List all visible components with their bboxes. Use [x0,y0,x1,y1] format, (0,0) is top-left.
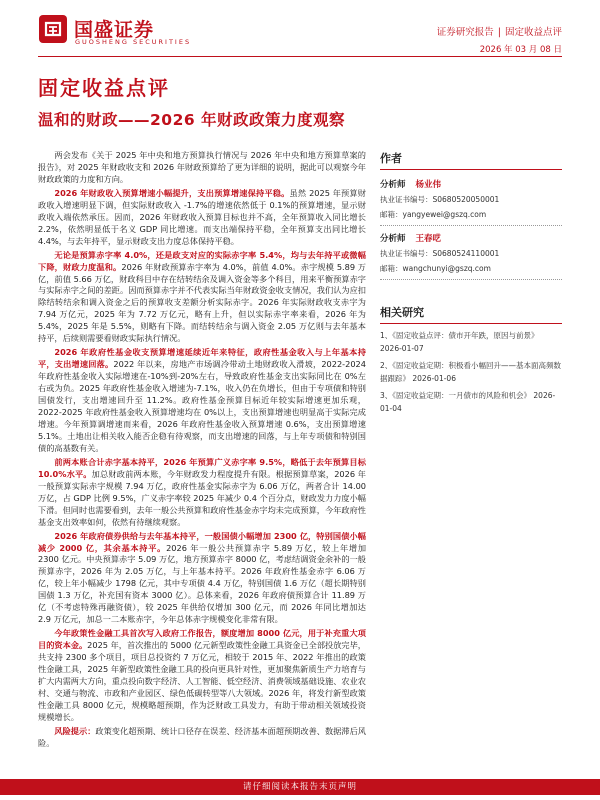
body-paragraph [38,347,366,455]
license-number: S0680520050001 [432,195,500,204]
analyst-email [380,261,562,276]
report-body [38,150,366,752]
analyst-license [380,192,562,207]
risk-warning [38,726,366,750]
analyst-email [380,207,562,222]
related-research-title: 相关研究 [380,304,562,324]
body-paragraph [38,250,366,346]
dotted-divider [380,279,562,280]
body-paragraph-intro [38,150,366,186]
paragraph-text: 政策变化超预期、统计口径存在误差、经济基本面超预期改善、数据滞后风险。 [38,725,366,748]
footer-disclaimer: 请仔细阅读本报告末页声明 [0,779,600,795]
email-label: 邮箱： [380,264,403,273]
category-title: 固定收益点评 [38,76,170,100]
header-divider: | [497,27,501,38]
analyst-role: 分析师 [380,180,406,190]
logo-text-en: GUOSHENG SECURITIES [75,38,192,46]
analyst-card [380,230,562,280]
guosheng-logo-icon [38,14,68,44]
report-category: 固定收益点评 [504,27,562,38]
paragraph-highlight: 今年政策性金融工具首次写入政府工作报告，额度增加 8000 亿元，用于补充重大项目的资本金。 [38,628,366,651]
paragraph-highlight: 风险提示： [54,725,96,736]
paragraph-text: 2025 年，首次推出的 5000 亿元新型政策性金融工具资金已全部投放完毕，共支持 2300 多个项目，项目总投资约 7 万亿元，相较于 2015 年、2022 年推出的政策性金融工具，2025 年新型政策性金融工具的投向更具针对性，更加聚焦新质生产力培育与扩大内需两大方向，重点投向数字经济、人工智能、低空经济、消费领域基础设施、农业农村、交通与物流、市政和产业园区、绿色低碳转型等八大领域。2026 年，将发行新型政策性金融工具 8000 亿元，规模略超预期，作为泛财政工具发力，有助于带动相关领域投资规模增长。 [38,640,366,722]
license-label: 执业证书编号： [380,249,433,258]
brand-logo [38,14,192,48]
analyst-role: 分析师 [380,234,406,244]
paragraph-highlight: 无论是预算赤字率 4.0%，还是政支对应的实际赤字率 5.4%，均与去年持平或微幅下降，财政力度温和。 [38,249,366,272]
header-rule [38,56,562,57]
analyst-card [380,176,562,226]
paragraph-highlight: 2026 年政府债券供给与去年基本持平，一般国债小幅增加 2300 亿，特别国债小幅减少 2000 亿，其余基本持平。 [38,530,366,553]
paragraph-highlight: 2026 年政府性基金收支预算增速延续近年来特征，政府性基金收入与上年基本持平，支出增速回落。 [38,347,366,370]
related-research-link[interactable]: 1、《固定收益点评：债市开年跌，原因与前景》 2026-01-07 [380,331,539,353]
related-research-link[interactable]: 3、《固定收益定期：一月债市的风险和机会》 2026-01-04 [380,391,556,413]
analyst-license [380,246,562,261]
analysts-title: 作者 [380,150,562,170]
paragraph-text: 加总财政前两本账，今年财政发力程度提升有限。根据预算草案，2026 年一般预算实际赤字规模 7.94 万亿，政府性基金实际赤字为 6.06 万亿，两者合计 14.00 万亿，占 GDP 比例 9.5%，广义赤字率较 2025 年减少 0.4 个百分点，财政发力力度小幅下滑。但同时也需要看到，去年一般公共预算和政府性基金赤字均未完成预算，今年政府性基金支出效率如何，依然有待继续观察。 [38,468,366,527]
paragraph-text: 两会发布《关于 2025 年中央和地方预算执行情况与 2026 年中央和地方预算草案的报告》，对 2025 年财政收支和 2026 年财政预算给了更为详细的说明，据此可以观察今年财政政策的力度和方向。 [38,150,366,184]
paragraph-text: 2026 年财政预算赤字率为 4.0%，前值 4.0%。赤字规模 5.89 万亿，前值 5.66 万亿，财政科目中存在结转结余及调入资金等多个科目，用来平衡预算赤字与实际赤字之间的差距。因而预算赤字并不代表实际当年财政资金收支情况，我们认为应扣除结转结余和调入资金之后的预算收支差额分析实际赤字。2026 年实际财政收支赤字为 7.94 万亿元，2025 年为 7.72 万亿元，略有上升，但以实际赤字率来看，2026 年为 5.4%，2025 年是 5.5%，则略有下降。而结转结余与调入资金 2.05 万亿则与去年基本持平，后续则需要看财政实际执行情况。 [38,261,366,344]
analyst-name-row [380,176,562,192]
report-date: 2026 年 03 月 08 日 [479,45,562,55]
logo-text-cn: 国盛证券 [74,19,155,41]
paragraph-text: 2022 年以来，房地产市场调冷带动土地财政收入滑坡，2022-2024 年政府性基金收入实际增速在-10%到-20%左右，导致政府性基金支出实际同比在 0%左右或为负。2025 年政府性基金收入增速为-7.1%，收入仍在负增长，但由于专项债和特别国债发行，支出增速回升至 11.2%。政府性基金预算目标近年较实际增速更加乐观，2022-2025 年政府性基金收入预算增速均在 0%以上，支出预算增速也明显高于实际完成增速。今年预算调增速而来看，2026 年政府性基金收入预算增速 0.6%，支出预算增速 5.1%。土地出让相关收入能否企稳有待观察，而支出增速的回落，与上年专项债和特别国债的高基数有关。 [38,359,366,453]
report-type: 证券研究报告 [436,27,494,38]
sidebar [380,150,562,420]
report-type-header [437,24,562,38]
analyst-name: 杨业伟 [415,180,442,190]
analyst-name: 王春呓 [415,234,442,244]
related-research-link[interactable]: 2、《固定收益定期：积极看小幅回升——基本面高频数据跟踪》 2026-01-06 [380,361,562,383]
license-label: 执业证书编号： [380,195,433,204]
paragraph-text: 虽然 2025 年预算财政收入增速明显下调，但实际财政收入 -1.7%的增速依然低于 0.1%的预算增速，显示财政收入端依然承压。因而，2026 年财政收入预算目标也并不高，全年预算收入同比增长 2.2%，依然明显低于名义 GDP 同比增速。而支出端保持平稳，全年预算支出同比增长 4.4%，与去年持平，显示财政支出力度总体保持平稳。 [38,187,366,246]
body-paragraph [38,628,366,724]
analyst-name-row [380,230,562,246]
email-link[interactable]: yangyewei@gszq.com [402,210,487,219]
license-number: S0680524110001 [432,249,500,258]
email-link[interactable]: wangchunyi@gszq.com [402,264,491,273]
body-paragraph [38,457,366,529]
dotted-divider [380,225,562,226]
paragraph-highlight: 2026 年财政收入预算增速小幅提升，支出预算增速保持平稳。 [54,187,290,198]
report-title: 温和的财政——2026 年财政政策力度观察 [38,111,346,129]
body-paragraph [38,188,366,248]
paragraph-highlight: 前两本账合计赤字基本持平，2026 年预算广义赤字率 9.5%，略低于去年预算目标 10.0%水平。 [38,456,366,479]
body-paragraph [38,531,366,627]
paragraph-text: 2026 年一般公共预算赤字 5.89 万亿，较上年增加 2300 亿元。中央预算赤字 5.09 万亿，地方预算赤字 8000 亿，考虑结调资金余补的一般预算赤字，2026 年为 2.05 万亿，与上年基本持平。2026 年政府性基金赤字 6.06 万亿，较上年小幅减少 1798 亿元，其中专项债 4.4 万亿，特别国债 1.6 万亿（超长期特别国债 1.3 万亿，补充国有资本 3000 亿）。总体来看，2026 年政府债预算合计 11.89 万亿（不考虑特殊再融资债），较 2025 年供给仅增加 300 亿元，而 2026 年同比增加达 2.9 万亿元，加总一二本账赤字，今年总体赤字规模变化非常有限。 [38,542,367,625]
email-label: 邮箱： [380,210,403,219]
